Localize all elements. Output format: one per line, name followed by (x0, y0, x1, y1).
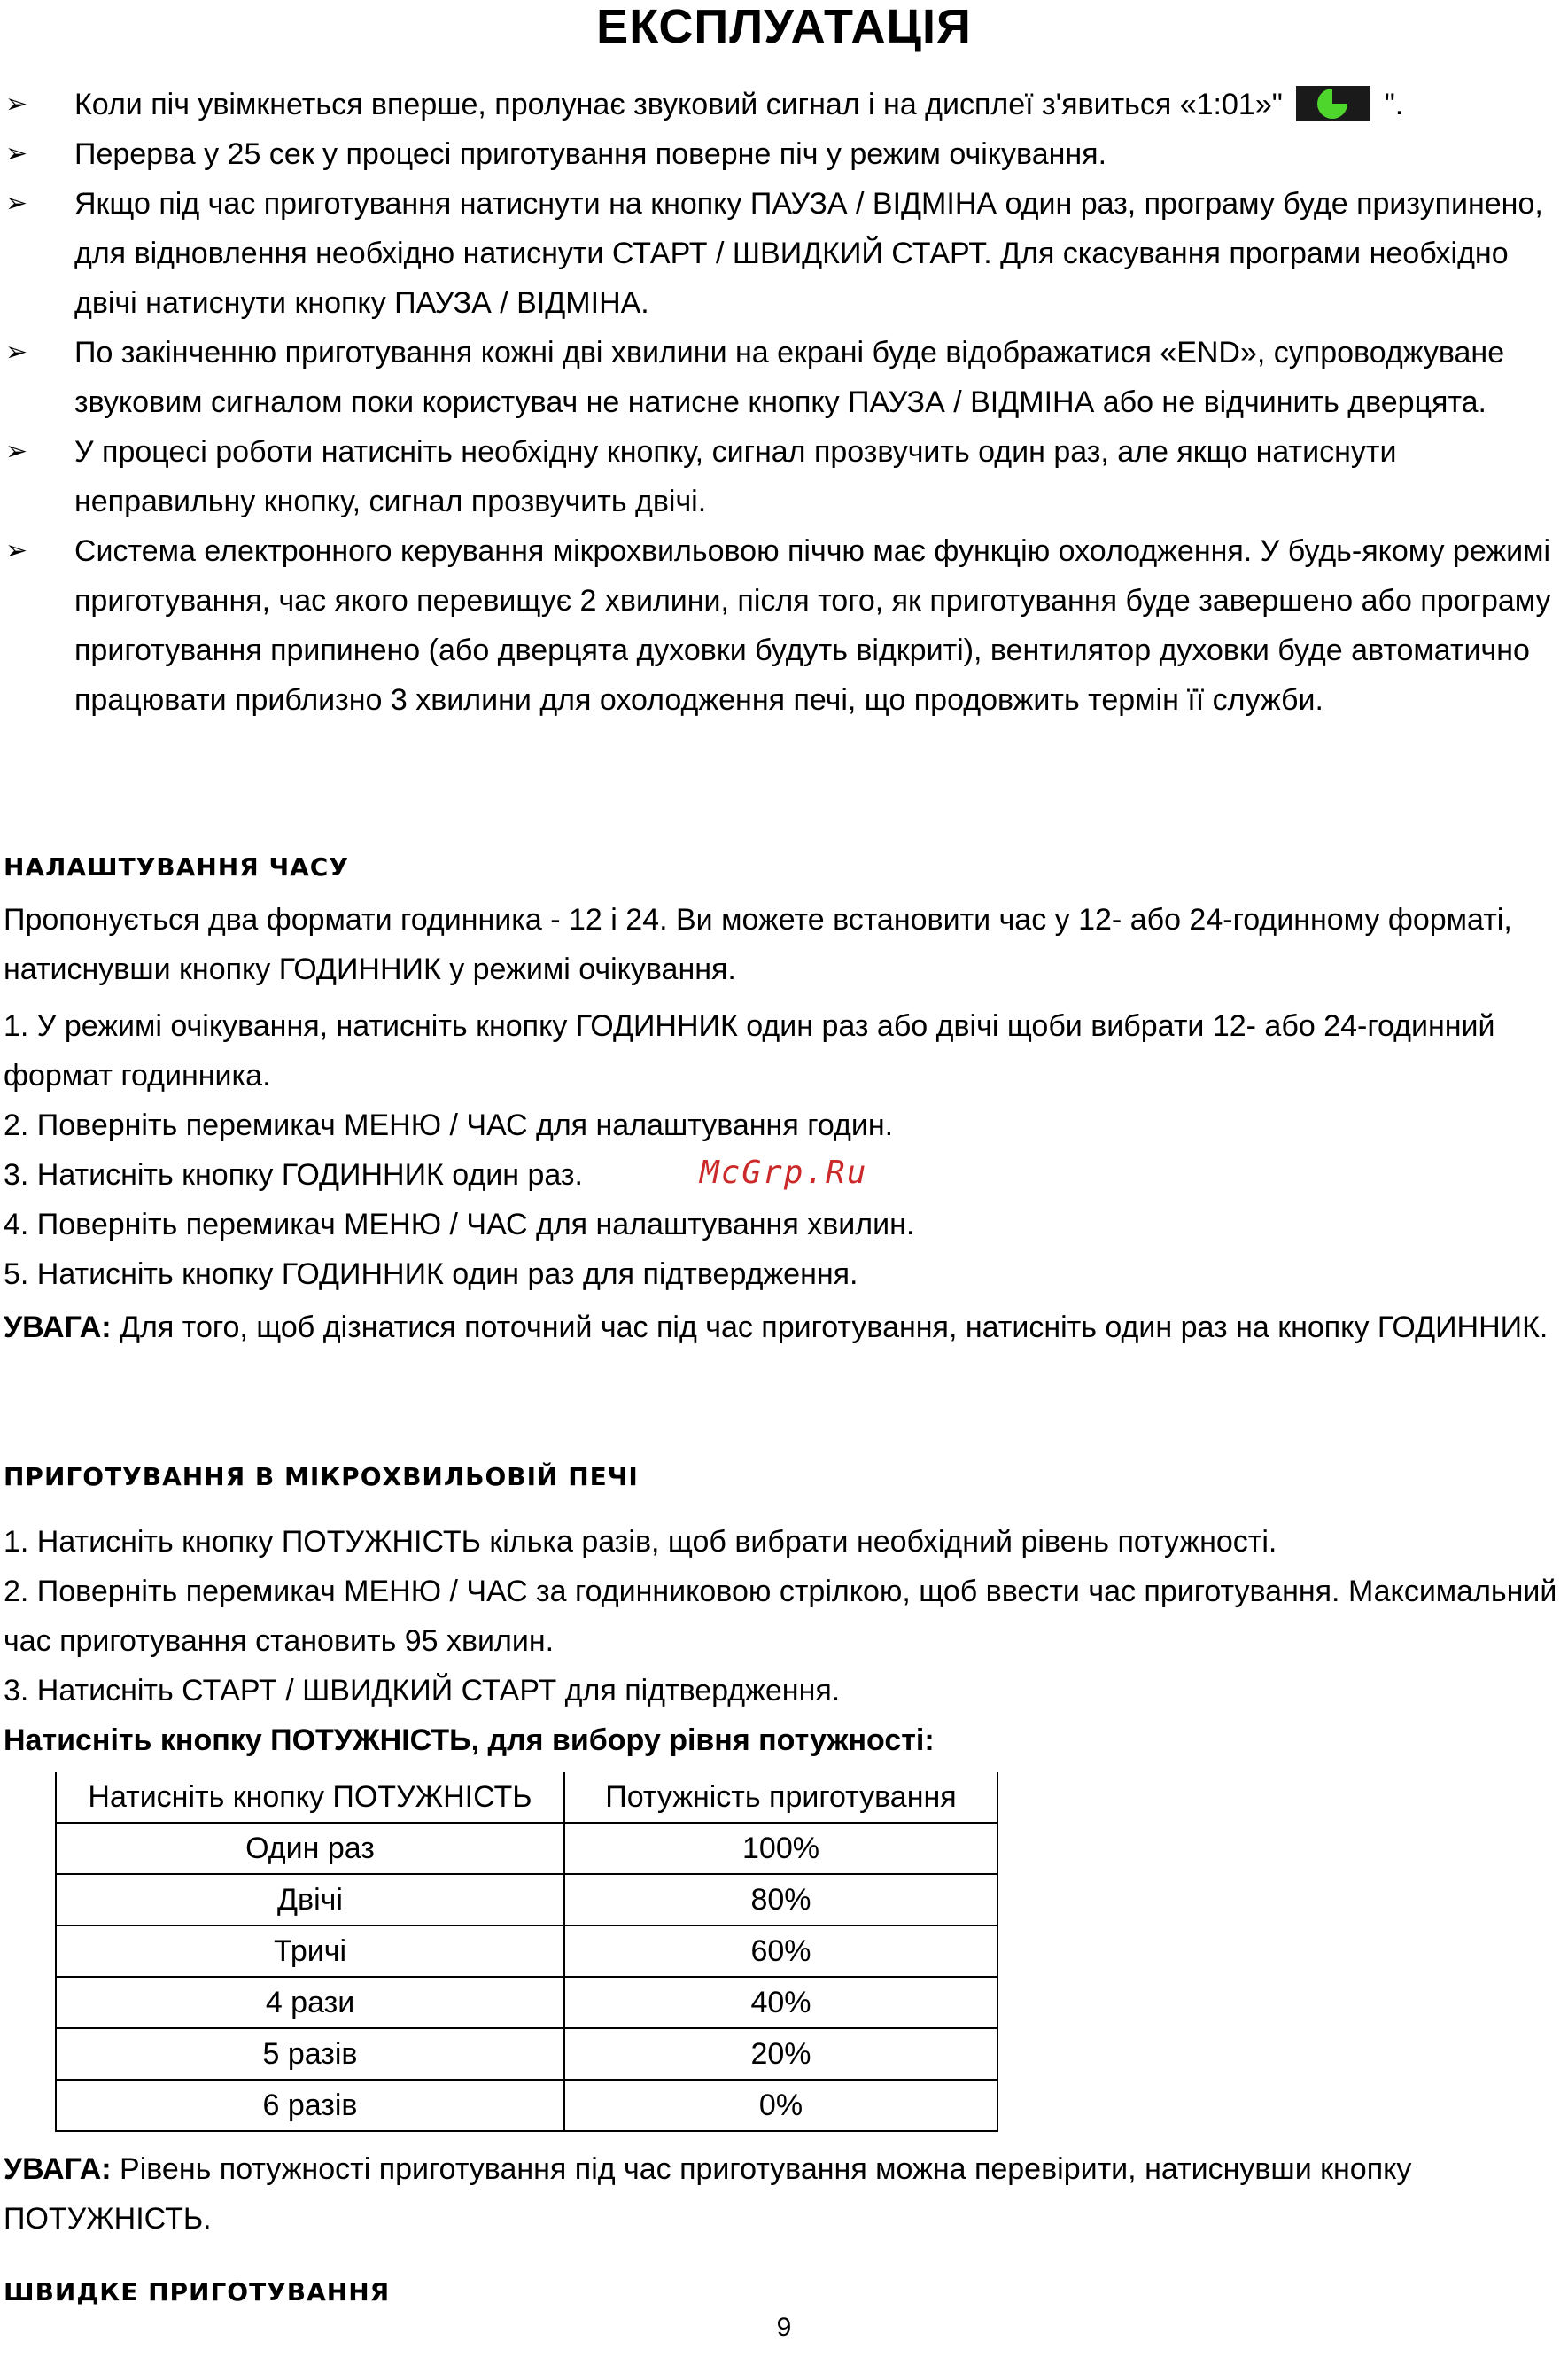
page-title: ЕКСПЛУАТАЦІЯ (596, 0, 972, 53)
bullet-item (0, 80, 1563, 129)
bullet-text: Перерва у 25 сек у процесі приготування поверне піч у режим очікування. (74, 137, 1107, 171)
table-cell: Тричі (56, 1925, 564, 1977)
note-text: Рівень потужності приготування під час приготування можна перевірити, натиснувши кнопку ПОТУЖНІСТЬ. (4, 2152, 1412, 2236)
table-row (56, 2028, 997, 2080)
clock-section-heading: НАЛАШТУВАННЯ ЧАСУ (4, 852, 349, 882)
arrow-bullet-icon: ➢ (5, 536, 28, 565)
note-label: УВАГА: (4, 2152, 112, 2186)
bullet-text-end: ". (1384, 88, 1404, 121)
table-cell: 5 разів (56, 2028, 564, 2080)
table-cell: Двічі (56, 1874, 564, 1925)
table-cell: 0% (564, 2080, 997, 2131)
clock-note (4, 1303, 1563, 1352)
table-cell: 100% (564, 1823, 997, 1874)
table-row (56, 1977, 997, 2028)
watermark: McGrp.Ru (700, 1155, 868, 1191)
bullet-text: У процесі роботи натисніть необхідну кнопку, сигнал прозвучить один раз, але якщо натиснути неправильну кнопку, сигнал прозвучить двічі. (74, 435, 1397, 518)
bullet-item (0, 328, 1563, 427)
microwave-section-heading: ПРИГОТУВАННЯ В МІКРОХВИЛЬОВІЙ ПЕЧІ (4, 1462, 639, 1491)
power-table-heading: Натисніть кнопку ПОТУЖНІСТЬ, для вибору рівня потужності: (4, 1723, 935, 1757)
arrow-bullet-icon: ➢ (5, 437, 28, 466)
bullet-item (0, 179, 1563, 328)
clock-step-5: 5. Натисніть кнопку ГОДИННИК один раз для підтвердження. (4, 1257, 858, 1291)
bullet-text: Система електронного керування мікрохвильовою піччю має функцію охолодження. У будь-якому режимі приготування, час якого перевищує 2 хвилини, після того, як приготування буде завершено або програму приготування припинено (або дверцята духовки будуть відкриті), вентилятор духовки буде автоматично працювати приблизно 3 хвилини для охолодження печі, що продовжить термін її служби. (74, 534, 1551, 717)
bullet-text: Коли піч увімкнеться вперше, пролунає звуковий сигнал і на дисплеї з'явиться «1:01»" (74, 88, 1283, 121)
note-label: УВАГА: (4, 1311, 112, 1344)
microwave-step-3: 3. Натисніть СТАРТ / ШВИДКИЙ СТАРТ для підтвердження. (4, 1674, 841, 1707)
table-cell: Один раз (56, 1823, 564, 1874)
clock-step-4: 4. Поверніть перемикач МЕНЮ / ЧАС для налаштування хвилин. (4, 1208, 915, 1241)
arrow-bullet-icon: ➢ (5, 139, 28, 168)
arrow-bullet-icon: ➢ (5, 338, 28, 367)
arrow-bullet-icon: ➢ (5, 189, 28, 218)
note-text: Для того, щоб дізнатися поточний час під час приготування, натисніть один раз на кнопку ГОДИННИК. (111, 1311, 1549, 1344)
bullet-text: По закінченню приготування кожні дві хвилини на екрані буде відображатися «END», супроводжуване звуковим сигналом поки користувач не натисне кнопку ПАУЗА / ВІДМІНА або не відчинить дверцята. (74, 336, 1505, 419)
bullet-item (0, 129, 1563, 179)
table-cell: 20% (564, 2028, 997, 2080)
bullet-item (0, 427, 1563, 526)
clock-step-2: 2. Поверніть перемикач МЕНЮ / ЧАС для налаштування годин. (4, 1108, 894, 1142)
table-cell: 40% (564, 1977, 997, 2028)
power-note (4, 2144, 1563, 2244)
table-cell: 80% (564, 1874, 997, 1925)
table-cell: 6 разів (56, 2080, 564, 2131)
operation-bullet-list (0, 80, 1568, 725)
power-level-table (55, 1772, 998, 2132)
display-timer-icon (1296, 86, 1370, 121)
clock-step-1: 1. У режимі очікування, натисніть кнопку ГОДИННИК один раз або двічі щоби вибрати 12- або 24-годинний формат годинника. (4, 1009, 1495, 1093)
table-header: Натисніть кнопку ПОТУЖНІСТЬ (56, 1772, 564, 1823)
clock-intro: Пропонується два формати годинника - 12 і 24. Ви можете встановити час у 12- або 24-годинному форматі, натиснувши кнопку ГОДИННИК у режимі очікування. (4, 903, 1512, 986)
microwave-step-1: 1. Натисніть кнопку ПОТУЖНІСТЬ кілька разів, щоб вибрати необхідний рівень потужності. (4, 1525, 1277, 1559)
table-header-row (56, 1772, 997, 1823)
table-header: Потужність приготування (564, 1772, 997, 1823)
table-cell: 60% (564, 1925, 997, 1977)
table-row (56, 1874, 997, 1925)
bullet-item (0, 526, 1563, 725)
clock-step-3: 3. Натисніть кнопку ГОДИННИК один раз. (4, 1158, 583, 1192)
quick-section-heading: ШВИДКЕ ПРИГОТУВАННЯ (4, 2277, 391, 2306)
page-number: 9 (776, 2313, 792, 2342)
arrow-bullet-icon: ➢ (5, 89, 28, 119)
table-row (56, 1925, 997, 1977)
table-row (56, 2080, 997, 2131)
bullet-text: Якщо під час приготування натиснути на кнопку ПАУЗА / ВІДМІНА один раз, програму буде призупинено, для відновлення необхідно натиснути СТАРТ / ШВИДКИЙ СТАРТ. Для скасування програми необхідно двічі натиснути кнопку ПАУЗА / ВІДМІНА. (74, 187, 1543, 320)
microwave-step-2: 2. Поверніть перемикач МЕНЮ / ЧАС за годинниковою стрілкою, щоб ввести час приготування. Максимальний час приготування становить 95 хвилин. (4, 1575, 1557, 1658)
table-cell: 4 рази (56, 1977, 564, 2028)
table-row (56, 1823, 997, 1874)
